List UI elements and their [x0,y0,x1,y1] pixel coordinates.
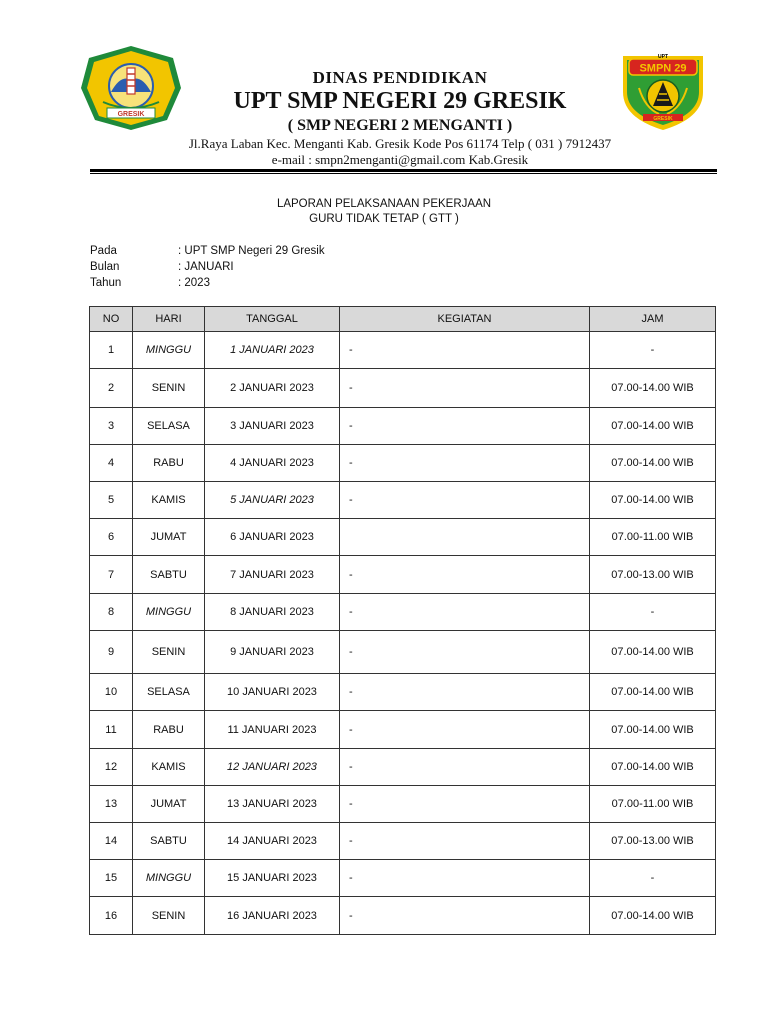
cell-kegiatan: - [340,594,590,631]
cell-jam: 07.00-14.00 WIB [590,482,716,519]
cell-jam: 07.00-14.00 WIB [590,445,716,482]
table-row [90,631,716,674]
cell-hari: RABU [133,711,205,749]
cell-tanggal: 2 JANUARI 2023 [205,369,340,408]
cell-tanggal: 8 JANUARI 2023 [205,594,340,631]
cell-hari: SENIN [133,631,205,674]
meta-value: : UPT SMP Negeri 29 Gresik [178,245,325,257]
cell-kegiatan: - [340,631,590,674]
school-name: UPT SMP NEGERI 29 GRESIK [233,88,567,114]
school-email: e-mail : smpn2menganti@gmail.com Kab.Gresik [271,152,529,167]
cell-no: 13 [90,786,133,823]
cell-no: 5 [90,482,133,519]
column-header-no: NO [90,307,133,332]
table-row [90,408,716,445]
table-row [90,556,716,594]
table-row [90,860,716,897]
cell-hari: KAMIS [133,482,205,519]
table-row [90,332,716,369]
cell-tanggal: 16 JANUARI 2023 [205,897,340,935]
cell-hari: MINGGU [133,332,205,369]
cell-hari: MINGGU [133,860,205,897]
cell-tanggal: 11 JANUARI 2023 [205,711,340,749]
table-row [90,786,716,823]
cell-no: 6 [90,519,133,556]
cell-tanggal: 9 JANUARI 2023 [205,631,340,674]
cell-jam: 07.00-13.00 WIB [590,556,716,594]
cell-hari: SENIN [133,369,205,408]
cell-hari: SABTU [133,556,205,594]
svg-text:GRESIK: GRESIK [117,111,145,118]
cell-no: 7 [90,556,133,594]
cell-no: 10 [90,674,133,711]
cell-kegiatan: - [340,749,590,786]
cell-kegiatan: - [340,556,590,594]
cell-hari: SENIN [133,897,205,935]
cell-jam: 07.00-14.00 WIB [590,369,716,408]
table-row [90,369,716,408]
cell-jam: 07.00-13.00 WIB [590,823,716,860]
cell-tanggal: 3 JANUARI 2023 [205,408,340,445]
table-row [90,519,716,556]
cell-hari: JUMAT [133,786,205,823]
cell-jam: - [590,332,716,369]
cell-no: 12 [90,749,133,786]
cell-hari: SABTU [133,823,205,860]
table-row [90,674,716,711]
cell-no: 11 [90,711,133,749]
table-row [90,749,716,786]
cell-kegiatan: - [340,445,590,482]
cell-tanggal: 6 JANUARI 2023 [205,519,340,556]
column-header-jam: JAM [590,307,716,332]
cell-hari: SELASA [133,674,205,711]
cell-hari: KAMIS [133,749,205,786]
cell-jam: 07.00-11.00 WIB [590,519,716,556]
cell-jam: - [590,594,716,631]
table-row [90,482,716,519]
cell-hari: JUMAT [133,519,205,556]
cell-kegiatan: - [340,332,590,369]
meta-value: : JANUARI [178,261,234,273]
cell-tanggal: 15 JANUARI 2023 [205,860,340,897]
report-subtitle: GURU TIDAK TETAP ( GTT ) [309,213,459,225]
cell-jam: 07.00-11.00 WIB [590,786,716,823]
cell-tanggal: 14 JANUARI 2023 [205,823,340,860]
cell-jam: 07.00-14.00 WIB [590,631,716,674]
cell-kegiatan [340,519,590,556]
work-report-table [89,306,716,935]
cell-tanggal: 13 JANUARI 2023 [205,786,340,823]
cell-kegiatan: - [340,482,590,519]
header-divider-thick [90,169,717,172]
cell-kegiatan: - [340,897,590,935]
cell-no: 8 [90,594,133,631]
cell-kegiatan: - [340,823,590,860]
table-row [90,594,716,631]
cell-kegiatan: - [340,786,590,823]
cell-tanggal: 12 JANUARI 2023 [205,749,340,786]
cell-kegiatan: - [340,408,590,445]
cell-jam: 07.00-14.00 WIB [590,711,716,749]
cell-tanggal: 5 JANUARI 2023 [205,482,340,519]
cell-tanggal: 1 JANUARI 2023 [205,332,340,369]
cell-no: 2 [90,369,133,408]
svg-text:SMPN 29: SMPN 29 [639,62,687,75]
cell-no: 3 [90,408,133,445]
column-header-kegiatan: KEGIATAN [340,307,590,332]
cell-jam: - [590,860,716,897]
cell-jam: 07.00-14.00 WIB [590,749,716,786]
meta-label: Bulan [90,261,120,273]
cell-kegiatan: - [340,711,590,749]
school-address: Jl.Raya Laban Kec. Menganti Kab. Gresik Kode Pos 61174 Telp ( 031 ) 7912437 [188,136,612,151]
cell-hari: MINGGU [133,594,205,631]
cell-tanggal: 10 JANUARI 2023 [205,674,340,711]
header-divider-thin [90,173,717,174]
cell-kegiatan: - [340,860,590,897]
table-row [90,445,716,482]
cell-kegiatan: - [340,674,590,711]
table-header-row [90,307,716,332]
cell-hari: RABU [133,445,205,482]
cell-no: 4 [90,445,133,482]
table-row [90,711,716,749]
school-alt-name: ( SMP NEGERI 2 MENGANTI ) [287,117,513,134]
meta-label: Tahun [90,277,122,289]
svg-text:UPT: UPT [658,54,668,60]
cell-tanggal: 7 JANUARI 2023 [205,556,340,594]
cell-hari: SELASA [133,408,205,445]
table-row [90,897,716,935]
report-title: LAPORAN PELAKSANAAN PEKERJAAN [276,198,492,210]
cell-jam: 07.00-14.00 WIB [590,674,716,711]
cell-no: 9 [90,631,133,674]
cell-tanggal: 4 JANUARI 2023 [205,445,340,482]
cell-no: 1 [90,332,133,369]
cell-no: 15 [90,860,133,897]
meta-label: Pada [90,245,117,257]
column-header-hari: HARI [133,307,205,332]
svg-text:GRESIK: GRESIK [653,116,673,122]
table-row [90,823,716,860]
cell-kegiatan: - [340,369,590,408]
cell-no: 16 [90,897,133,935]
column-header-tanggal: TANGGAL [205,307,340,332]
cell-no: 14 [90,823,133,860]
agency-name: DINAS PENDIDIKAN [312,68,488,87]
letterhead [0,0,768,180]
cell-jam: 07.00-14.00 WIB [590,408,716,445]
cell-jam: 07.00-14.00 WIB [590,897,716,935]
meta-value: : 2023 [178,277,210,289]
